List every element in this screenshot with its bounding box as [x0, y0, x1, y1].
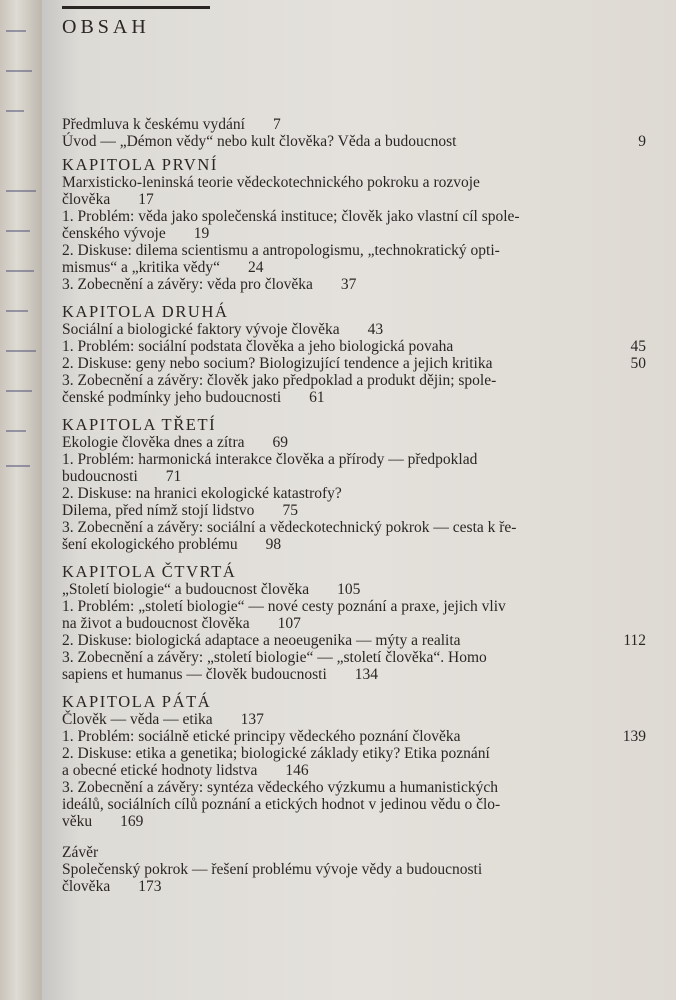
toc-entry [62, 389, 646, 406]
entry-text: 2. Diskuse: geny nebo socium? Biologizující tendence a jejich kritika [62, 355, 493, 372]
toc-entry [62, 259, 646, 276]
gutter-mark [6, 110, 24, 112]
chapter-title: KAPITOLA ČTVRTÁ [62, 562, 237, 581]
top-rule [62, 6, 210, 9]
entry-page: 24 [247, 259, 264, 276]
entry-text: 1. Problém: sociální podstata člověka a jeho biologická povaha [62, 338, 454, 355]
book-page [42, 0, 676, 1000]
gutter-mark [6, 270, 34, 272]
entry-text: mismus“ a „kritika vědy“ [62, 259, 220, 276]
entry-page: 112 [623, 632, 646, 649]
page-title: OBSAH [62, 16, 150, 38]
entry-page: 19 [193, 225, 210, 242]
conclusion-title: Závěr [62, 844, 99, 861]
entry-text: 2. Diskuse: etika a genetika; biologické základy etiky? Etika poznání [62, 745, 490, 762]
entry-text: Marxisticko-leninská teorie vědeckotechnického pokroku a rozvoje [62, 174, 480, 191]
entry-page: 137 [240, 711, 264, 728]
toc-entry [62, 666, 646, 683]
entry-text: „Století biologie“ a budoucnost člověka [62, 581, 310, 598]
table-of-contents [62, 116, 646, 895]
entry-text: ideálů, sociálních cílů poznání a etických hodnot v jedinou vědu o člo- [62, 796, 501, 813]
toc-entry [62, 796, 646, 813]
toc-entry [62, 174, 646, 191]
entry-page: 105 [337, 581, 361, 598]
entry-text: na život a budoucnost člověka [62, 615, 250, 632]
gutter-mark [6, 390, 32, 392]
entry-page: 98 [265, 536, 282, 553]
entry-text: 3. Zobecnění a závěry: syntéza vědeckého výzkumu a humanistických [62, 779, 498, 796]
entry-page: 139 [622, 728, 646, 745]
chapter-title: KAPITOLA PÁTÁ [62, 692, 212, 711]
toc-entry [62, 861, 646, 878]
toc-entry [62, 519, 646, 536]
toc-entry [62, 276, 646, 293]
entry-page: 146 [285, 762, 309, 779]
toc-entry [62, 338, 646, 355]
toc-entry [62, 451, 646, 468]
entry-text: 1. Problém: „století biologie“ — nové cesty poznání a praxe, jejich vliv [62, 598, 506, 615]
entry-text: věku [62, 813, 93, 830]
entry-text: a obecné etické hodnoty lidstva [62, 762, 258, 779]
toc-entry [62, 434, 646, 451]
entry-text: Dilema, před nímž stojí lidstvo [62, 502, 255, 519]
entry-page: 50 [630, 355, 646, 372]
toc-entry [62, 242, 646, 259]
toc-entry [62, 598, 646, 615]
toc-entry [62, 779, 646, 796]
entry-page: 9 [638, 133, 646, 150]
toc-entry [62, 116, 646, 133]
entry-text: sapiens et humanus — člověk budoucnosti [62, 666, 327, 683]
entry-page: 71 [165, 468, 182, 485]
entry-text: Předmluva k českému vydání [62, 116, 245, 133]
toc-entry [62, 468, 646, 485]
entry-text: člověka [62, 878, 111, 895]
entry-text: šení ekologického problému [62, 536, 238, 553]
entry-page: 173 [138, 878, 162, 895]
chapter-title: KAPITOLA TŘETÍ [62, 415, 217, 434]
toc-entry [62, 133, 646, 150]
toc-entry [62, 191, 646, 208]
entry-text: čenské podmínky jeho budoucnosti [62, 389, 282, 406]
entry-page: 69 [272, 434, 288, 451]
gutter-mark [6, 465, 30, 467]
entry-text: čenského vývoje [62, 225, 166, 242]
toc-entry [62, 762, 646, 779]
entry-page: 134 [354, 666, 378, 683]
toc-entry [62, 649, 646, 666]
toc-entry [62, 581, 646, 598]
toc-entry [62, 321, 646, 338]
entry-text: 3. Zobecnění a závěry: „století biologie“ — „století člověka“. Homo [62, 649, 487, 666]
toc-entry [62, 372, 646, 389]
gutter-mark [6, 190, 36, 192]
gutter-mark [6, 350, 36, 352]
entry-text: budoucnosti [62, 468, 138, 485]
entry-text: Člověk — věda — etika [62, 711, 213, 728]
gutter-mark [6, 430, 26, 432]
entry-page: 43 [367, 321, 384, 338]
chapter-title: KAPITOLA DRUHÁ [62, 302, 229, 321]
gutter-mark [6, 230, 30, 232]
entry-page: 45 [630, 338, 646, 355]
toc-entry [62, 502, 646, 519]
entry-text: 3. Zobecnění a závěry: člověk jako předpoklad a produkt dějin; spole- [62, 372, 497, 389]
gutter-mark [6, 310, 28, 312]
entry-text: 1. Problém: věda jako společenská instituce; člověk jako vlastní cíl spole- [62, 208, 520, 225]
entry-page: 169 [120, 813, 144, 830]
entry-text: Ekologie člověka dnes a zítra [62, 434, 245, 451]
entry-page: 17 [138, 191, 154, 208]
entry-text: Úvod — „Démon vědy“ nebo kult člověka? Věda a budoucnost [62, 133, 457, 150]
toc-entry [62, 615, 646, 632]
toc-entry [62, 225, 646, 242]
entry-text: Společenský pokrok — řešení problému vývoje vědy a budoucnosti [62, 861, 483, 878]
entry-text: člověka [62, 191, 111, 208]
entry-text: 2. Diskuse: na hranici ekologické katastrofy? [62, 485, 342, 502]
toc-entry [62, 208, 646, 225]
entry-page: 37 [340, 276, 357, 293]
entry-text: 1. Problém: sociálně etické principy vědeckého poznání člověka [62, 728, 461, 745]
entry-page: 107 [277, 615, 301, 632]
toc-entry [62, 728, 646, 745]
toc-entry [62, 536, 646, 553]
entry-text: 2. Diskuse: biologická adaptace a neoeugenika — mýty a realita [62, 632, 461, 649]
toc-entry [62, 355, 646, 372]
toc-entry [62, 711, 646, 728]
entry-page: 7 [272, 116, 281, 133]
entry-text: 3. Zobecnění a závěry: věda pro člověka [62, 276, 313, 293]
gutter-mark [6, 30, 26, 32]
facing-page-edge [0, 0, 42, 1000]
entry-text: 1. Problém: harmonická interakce člověka a přírody — předpoklad [62, 451, 478, 468]
toc-entry [62, 878, 646, 895]
entry-page: 61 [309, 389, 325, 406]
gutter-mark [6, 70, 32, 72]
toc-entry [62, 485, 646, 502]
entry-page: 75 [282, 502, 298, 519]
toc-entry [62, 745, 646, 762]
entry-text: Sociální a biologické faktory vývoje člověka [62, 321, 340, 338]
entry-text: 2. Diskuse: dilema scientismu a antropologismu, „technokratický opti- [62, 242, 500, 259]
toc-entry [62, 813, 646, 830]
toc-entry [62, 632, 646, 649]
chapter-title: KAPITOLA PRVNÍ [62, 155, 218, 174]
entry-text: 3. Zobecnění a závěry: sociální a vědeckotechnický pokrok — cesta k ře- [62, 519, 517, 536]
